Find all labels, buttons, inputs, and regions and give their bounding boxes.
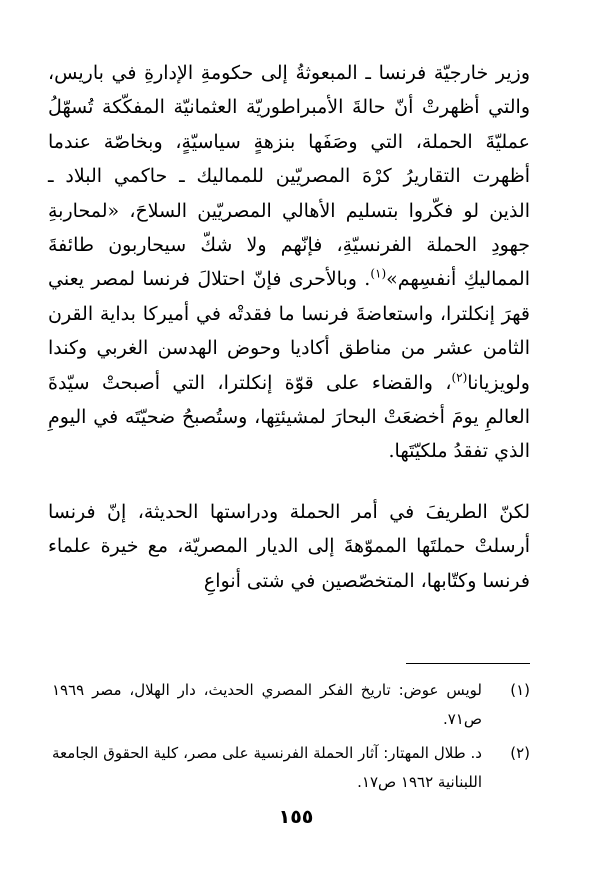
- paragraph-1-text: وزير خارجيّة فرنسا ـ المبعوثةُ إلى حكومةِ الإدارةِ في باريس، والتي أظهرتْ أنّ حالةَ الأمبراطوريّة العثمانيّة المفكّكة تُسهّلُ عمليّةَ الحملة، التي وصَفَها بنزهةٍ سياسيّةٍ، وبخاصّة عندما أظهرت التقاريرُ كرْهَ المصريّين للمماليك ـ حاكمي البلاد ـ الذين لو فكّروا بتسليم الأهالي المصريّين السلاحَ، «لمحاربةِ جهودِ الحملة الفرنسيّةِ، فإنّهم ولا شكّ سيحاربون طائفةَ المماليكِ أنفسِهم»: [48, 62, 530, 291]
- main-text: [48, 56, 530, 598]
- footnote-1-number: (١): [510, 681, 530, 699]
- paragraph-1-text-after: . وبالأحرى فإنّ احتلالَ فرنسا لمصر يعني قهرَ إنكلترا، واستعاضةَ فرنسا ما فقدتْه في أميركا بداية القرن الثامن عشر من مناطق أكاديا وحوض الهدسن الغربي وكندا ولويزيانا: [48, 268, 530, 394]
- footnote-1-text: لويس عوض: تاريخ الفكر المصري الحديث، دار الهلال، مصر ١٩٦٩ ص٧١.: [52, 681, 482, 728]
- footnote-2-text: د. طلال المهتار: آثار الحملة الفرنسية على مصر، كلية الحقوق الجامعة اللبنانية ١٩٦٢ ص١٧.: [52, 744, 482, 791]
- footnotes: [52, 676, 530, 797]
- footnote-separator: [406, 663, 530, 664]
- paragraph-1-text-end: ، والقضاء على قوّة إنكلترا، التي أصبحتْ سيّدةَ العالمِ يومَ أخضعَتْ البحارَ لمشيئتِها، وستُصبحُ ضحيّتَه في اليومِ الذي تفقدُ ملكيّتَها.: [48, 371, 530, 463]
- paragraph-1: [48, 56, 530, 469]
- footnote-2: [52, 739, 530, 797]
- footnote-2-number: (٢): [510, 744, 530, 762]
- paragraph-2: [48, 495, 530, 598]
- paragraph-2-text: لكنّ الطريفَ في أمر الحملة ودراستها الحديثة، إنّ فرنسا أرسلتْ حملتَها المموّهةَ إلى الديار المصريّة، مع خيرة علماء فرنسا وكتّابها، المتخصّصين في شتى أنواعِ: [48, 500, 530, 592]
- footnote-ref-2: (٢): [451, 370, 468, 385]
- page-number: ١٥٥: [278, 806, 314, 828]
- footnote-1: [52, 676, 530, 734]
- footnote-ref-1: (١): [370, 267, 387, 282]
